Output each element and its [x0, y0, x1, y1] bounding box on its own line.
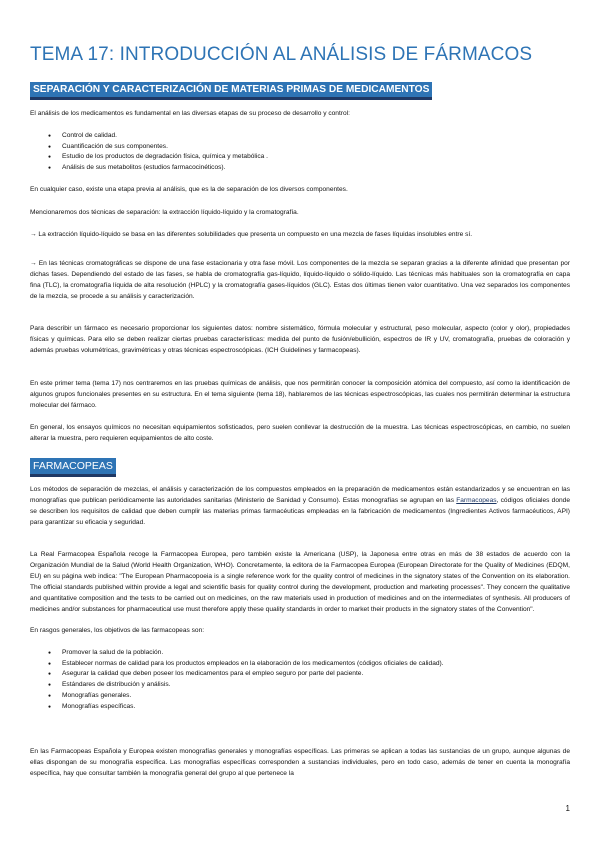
paragraph-separacion: En cualquier caso, existe una etapa previa al análisis, que es la de separación de los diversos componentes. [30, 186, 348, 193]
paragraph-metodos: Los métodos de separación de mezclas, el análisis y caracterización de los compuestos empleados en la preparación de medicamentos están estandarizados y se encuentran en las monografías que publican periódicamente las autoridades sanitarias (Ministerio de Sanidad y Consumo). Estas monografías se agrupan en las Farmacopeas, códigos oficiales donde se describen los requisitos de calidad que deben cumplir las materias primas farmacéuticas empleadas en la fabricación de medicamentos (Ingredientes Activos farmacéuticos, API) para garantizar su eficacia y seguridad. [30, 486, 570, 526]
bullet-list-analisis [30, 131, 570, 174]
list-item: ● Control de calidad. [62, 131, 570, 142]
paragraph-intro: El análisis de los medicamentos es fundamental en las diversas etapas de su proceso de desarrollo y control: [30, 110, 350, 117]
paragraph-tema17: En este primer tema (tema 17) nos centraremos en las pruebas químicas de análisis, que nos permitirán conocer la composición atómica del compuesto, así como la identificación de algunos grupos funcionales presentes en su estructura. En el tema siguiente (tema 18), hablaremos de las técnicas espectroscópicas, las cuales nos permitirán determinar la estructura molecular del fármaco. [30, 380, 570, 409]
list-item: ● Monografías generales. [62, 691, 570, 702]
list-item: ● Análisis de sus metabolitos (estudios farmacocinéticos). [62, 163, 570, 174]
paragraph-extraccion: → La extracción líquido-líquido se basa en las diferentes solubilidades que presenta un compuesto en una mezcla de fases líquidas insolubles entre sí. [30, 231, 473, 238]
paragraph-tecnicas: Mencionaremos dos técnicas de separación: la extracción líquido-líquido y la cromatografía. [30, 209, 299, 216]
paragraph-cromatografia: → En las técnicas cromatográficas se dispone de una fase estacionaria y otra fase móvil. Los componentes de la mezcla se separan gracias a la diferente afinidad que presentan por dichas fases. Dependiendo del estado de las fases, se habla de cromatografía gas-líquido, líquido-líquido o sólido-líquido. Las técnicas más habituales son la cromatografía en capa fina (TLC), la cromatografía líquida de alta resolución (HPLC) y la cromatografía gases-líquidos (GLC). Estas dos últimas tienen valor cuantitativo. Una vez separados los componentes de la mezcla, se procede a su análisis y caracterización. [30, 260, 570, 300]
page-title: TEMA 17: INTRODUCCIÓN AL ANÁLISIS DE FÁRMACOS [30, 44, 533, 65]
farmacopeas-link[interactable]: Farmacopeas [456, 497, 497, 504]
list-item: ● Cuantificación de sus componentes. [62, 142, 570, 153]
list-item: ● Asegurar la calidad que deben poseer los medicamentos para el empleo seguro por parte del paciente. [62, 669, 570, 680]
paragraph-objetivos: En rasgos generales, los objetivos de las farmacopeas son: [30, 627, 205, 634]
paragraph-real-farmacopea: La Real Farmacopea Española recoge la Farmacopea Europea, pero también existe la Americana (USP), la Japonesa entre otras en más de 38 estados de acuerdo con la Organización Mundial de la Salud (World Health Organization, WHO). Concretamente, la editora de la Farmacopea Europea (European Directorate for the Quality of Medicines (EDQM, EU) en su página web indica: "The European Pharmacopoeia is a single reference work for the quality control of medicines in the signatory states of the Convention on its elaboration. The official standards published within provide a legal and scientific basis for quality control during the development, production and marketing processes". They concern the qualitative and quantitative composition and the tests to be carried out on medicines, on the raw materials used in production of medicines and on the intermediates of synthesis. All producers of medicines and/or substances for pharmaceutical use must therefore apply these quality standards in order to market their products in the signatory states of the Convention". [30, 551, 570, 613]
list-item: ● Estándares de distribución y análisis. [62, 680, 570, 691]
paragraph-ensayos-quimicos: En general, los ensayos químicos no necesitan equipamientos sofisticados, pero suelen conllevar la destrucción de la muestra. Las técnicas espectroscópicas, en cambio, no suelen alterar la muestra, pero requieren equipamientos de alto coste. [30, 424, 570, 442]
list-item: ● Promover la salud de la población. [62, 648, 570, 659]
list-item: ● Estudio de los productos de degradación física, química y metabólica . [62, 152, 570, 163]
paragraph-describir-farmaco: Para describir un fármaco es necesario proporcionar los siguientes datos: nombre sistemático, fórmula molecular y estructural, peso molecular, aspecto (color y olor), propiedades físicas y químicas. Para ello se deben realizar ciertas pruebas características: medida del punto de fusión/ebullición, espectros de IR y UV, cromatografía, pruebas de coloración y además pruebas volumétricas, gravimétricas y otras técnicas espectroscópicas. (ICH Guidelines y farmacopeas). [30, 325, 570, 354]
section-heading-farmacopeas: FARMACOPEAS [30, 458, 116, 477]
paragraph-monografias: En las Farmacopeas Española y Europea existen monografías generales y monografías específicas. Las primeras se aplican a todas las sustancias de un grupo, aunque algunas de ellas dispongan de su monografía específica. Las monografías específicas corresponden a sustancias individuales, pero en todo caso, además de tener en cuenta la monografía específica, hay que consultar también la monografía general del grupo al que pertenece la [30, 748, 570, 777]
list-item: ● Establecer normas de calidad para los productos empleados en la elaboración de los medicamentos (códigos oficiales de calidad). [62, 659, 570, 670]
list-item: ● Monografías específicas. [62, 702, 570, 713]
page-number: 1 [565, 804, 570, 813]
section-heading-separacion: SEPARACIÓN Y CARACTERIZACIÓN DE MATERIAS PRIMAS DE MEDICAMENTOS [30, 82, 432, 100]
bullet-list-objetivos [30, 648, 570, 712]
